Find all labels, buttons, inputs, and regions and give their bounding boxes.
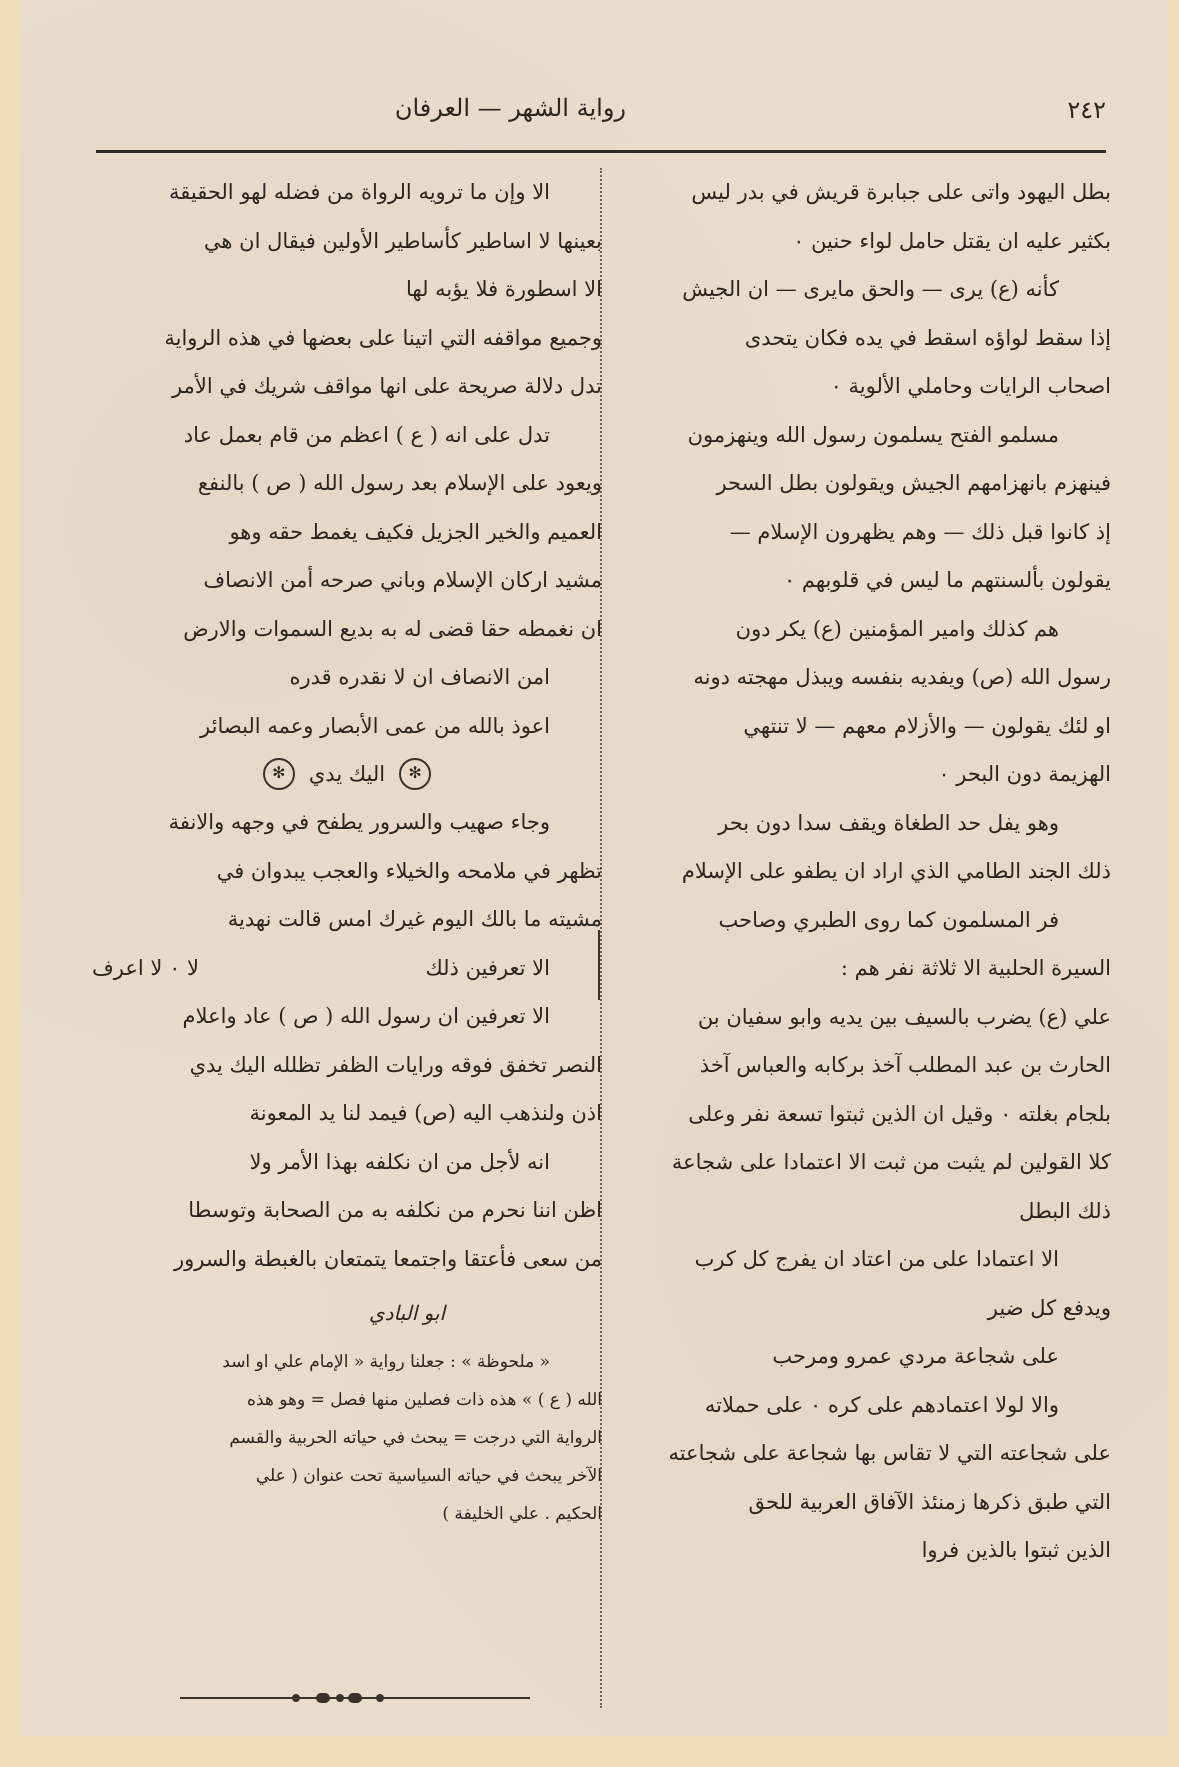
text-line: اعوذ بالله من عمى الأبصار وعمه البصائر (200, 713, 550, 738)
text-line: من سعى فأعتقا واجتمعا يتمتعان بالغبطة والسرور (174, 1246, 602, 1271)
note-line: الله ( ع ) » هذه ذات فصلين منها فصل = وهو هذه (247, 1390, 602, 1410)
text-line: علي (ع) يضرب بالسيف بين يديه وابو سفيان بن (697, 1004, 1111, 1029)
ornament-dot (376, 1694, 384, 1702)
text-line: مشيد اركان الإسلام وباني صرحه أمن الانصاف (203, 568, 602, 592)
text-line: بكثير عليه ان يقتل حامل لواء حنين ٠ (793, 228, 1111, 253)
left-column (92, 168, 602, 1533)
text-line: على شجاعته التي لا تقاس بها شجاعة على شجاعته (668, 1441, 1111, 1465)
text-line: تظهر في ملامحه والخيلاء والعجب يبدوان في (216, 858, 602, 883)
text-line: اصحاب الرايات وحاملي الألوية ٠ (830, 374, 1111, 398)
dialogue-question: الا تعرفين ذلك (425, 955, 550, 980)
running-title: رواية الشهر — العرفان (394, 94, 626, 122)
text-line: تدل على انه ( ع ) اعظم من قام بعمل عاد (183, 422, 550, 447)
floral-ornament-icon: ✻ (399, 758, 431, 790)
text-line: فينهزم بانهزامهم الجيش ويقولون بطل السحر (716, 471, 1111, 495)
text-line: الهزيمة دون البحر ٠ (938, 762, 1111, 786)
note-line: الآخر يبحث في حياته السياسية تحت عنوان ( علي (255, 1466, 602, 1486)
text-line: كأنه (ع) يرى — والحق مايرى — ان الجيش (682, 277, 1059, 301)
ornament-pill (316, 1693, 330, 1703)
text-line: اظن اننا نحرم من نكلفه به من الصحابة وتوسطا (188, 1198, 602, 1222)
header-rule (96, 150, 1106, 153)
section-break (92, 750, 602, 798)
editor-note (92, 1343, 602, 1533)
text-line: التي طبق ذكرها زمنئذ الآفاق العربية للحق (748, 1489, 1111, 1514)
text-line: الا تعرفين ان رسول الله ( ص ) عاد واعلام (182, 1004, 550, 1028)
note-line: الحكيم . علي الخليفة ) (442, 1504, 602, 1524)
section-break-label: اليك يدي (308, 762, 386, 786)
author-signature: ابو البادي (368, 1301, 446, 1325)
text-line: رسول الله (ص) ويفديه بنفسه ويبذل مهجته دونه (693, 665, 1111, 689)
text-line: ذلك الجند الطامي الذي اراد ان يطفو على الإسلام (681, 859, 1111, 883)
text-line: الحارث بن عبد المطلب آخذ بركابه والعباس آخذ (699, 1053, 1111, 1077)
dialogue-answer: لا ٠ لا اعرف (92, 955, 199, 980)
note-line: الرواية التي درجت = يبحث في حياته الحربية والقسم (229, 1428, 602, 1448)
text-line: بطل اليهود واتى على جبابرة قريش في بدر ليس (691, 180, 1111, 204)
text-line: اذن ولنذهب اليه (ص) فيمد لنا يد المعونة (249, 1101, 602, 1125)
dialogue-line (92, 944, 602, 993)
ornament-pill (348, 1693, 362, 1703)
text-line: ان نغمطه حقا قضى له به بديع السموات والارض (183, 616, 602, 641)
floral-ornament-icon: ✻ (263, 758, 295, 790)
text-line: وجاء صهيب والسرور يطفح في وجهه والانفة (168, 810, 550, 834)
text-line: امن الانصاف ان لا نقدره قدره (289, 665, 550, 689)
text-line: هم كذلك وامير المؤمنين (ع) يكر دون (735, 616, 1059, 641)
text-line: وجميع مواقفه التي اتينا على بعضها في هذه الرواية (164, 325, 602, 350)
text-line: بلجام بغلته ٠ وقيل ان الذين ثبتوا تسعة نفر وعلى (688, 1101, 1111, 1126)
text-line: على شجاعة مردي عمرو ومرحب (772, 1344, 1059, 1368)
text-line: تدل دلالة صريحة على انها مواقف شريك في الأمر (172, 374, 602, 398)
text-line: الذين ثبتوا بالذين فروا (921, 1538, 1111, 1562)
text-line: كلا القولين لم يثبت من ثبت الا اعتمادا على شجاعة (671, 1150, 1111, 1174)
text-line: الا اعتمادا على من اعتاد ان يفرج كل كرب (694, 1247, 1059, 1271)
text-line: إذا سقط لواؤه اسقط في يده فكان يتحدى (744, 325, 1111, 350)
text-line: السيرة الحلبية الا ثلاثة نفر هم : (840, 956, 1111, 980)
text-line: العميم والخير الجزيل فكيف يغمط حقه وهو (229, 519, 602, 544)
text-line: ذلك البطل (1019, 1198, 1111, 1223)
text-line: مشيته ما بالك اليوم غيرك امس قالت نهدية (227, 907, 602, 931)
text-line: مسلمو الفتح يسلمون رسول الله وينهزمون (687, 422, 1059, 447)
text-line: يقولون بألسنتهم ما ليس في قلوبهم ٠ (783, 568, 1111, 592)
text-line: إذ كانوا قبل ذلك — وهم يظهرون الإسلام — (729, 519, 1111, 544)
running-head (96, 92, 1106, 138)
ornament-dot (336, 1694, 344, 1702)
text-line: او لئك يقولون — والأزلام معهم — لا تنتهي (743, 713, 1111, 738)
page-number: ٢٤٢ (1067, 96, 1106, 124)
text-line: انه لأجل من ان نكلفه بهذا الأمر ولا (249, 1149, 550, 1174)
text-line: بعينها لا اساطير كأساطير الأولين فيقال ان هي (203, 228, 602, 253)
text-line: ويدفع كل ضير (987, 1295, 1111, 1320)
text-line: الا وإن ما ترويه الرواة من فضله لهو الحقيقة (169, 180, 550, 204)
note-line: « ملحوظة » : جعلنا رواية « الإمام علي او اسد (222, 1352, 550, 1372)
end-ornament-rule (180, 1693, 530, 1703)
ornament-dot (292, 1694, 300, 1702)
text-line: فر المسلمون كما روى الطبري وصاحب (718, 907, 1059, 932)
right-column (605, 168, 1111, 1575)
text-line: ويعود على الإسلام بعد رسول الله ( ص ) بالنفع (197, 471, 602, 495)
text-line: الا اسطورة فلا يؤبه لها (405, 277, 602, 301)
text-line: وهو يفل حد الطغاة ويقف سدا دون بحر (718, 810, 1059, 835)
text-line: النصر تخفق فوقه ورايات الظفر تظلله اليك يدي (189, 1052, 602, 1077)
text-line: والا لولا اعتمادهم على كره ٠ على حملاته (704, 1392, 1059, 1417)
scanned-page (20, 0, 1168, 1736)
